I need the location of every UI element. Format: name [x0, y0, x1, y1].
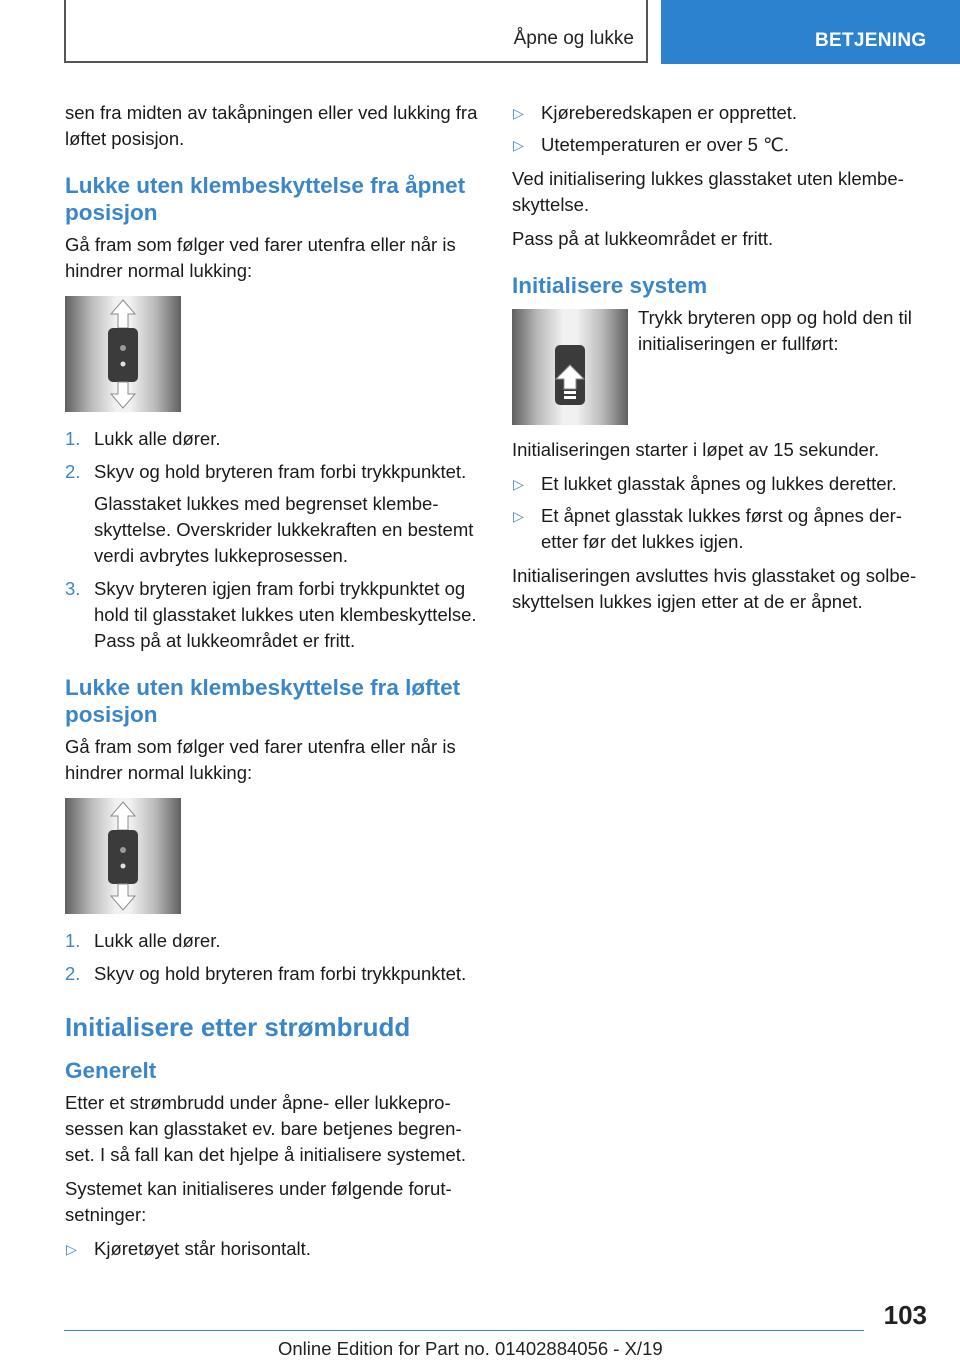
switch-push-forward-figure [65, 296, 181, 412]
intro-paragraph: sen fra midten av takåpningen eller ved lukking fra løftet posisjon. [65, 102, 478, 149]
init-end-paragraph: Initialiseringen avsluttes hvis glasstaket og solbeskyttelsen lukkes igjen etter at de er åpnet. [512, 565, 917, 612]
main-heading: Initialisere etter strømbrudd [65, 1012, 411, 1042]
header-section-title: Åpne og lukke [513, 28, 634, 49]
init-start-paragraph: Initialiseringen starter i løpet av 15 sekunder. [512, 439, 880, 460]
switch-push-forward-figure-2 [65, 798, 181, 914]
page-number: 103 [883, 1300, 927, 1330]
init-behaviour-list [512, 471, 927, 555]
list-item: 3. Skyv bryteren igjen fram forbi trykkpunktet og hold til glasstaket lukkes uten klembeskyttelse. Pass på at lukkeområdet er fritt. [65, 578, 477, 651]
section-paragraph: Gå fram som følger ved farer utenfra eller når is hindrer normal lukking: [65, 234, 456, 281]
list-item: ▷ Kjøreberedskapen er opprettet. [513, 102, 798, 123]
section-heading-open-position: Lukke uten klembeskyttelse fra åpnet posisjon [65, 173, 466, 225]
section-heading-general: Generelt [65, 1058, 157, 1083]
list-item: 2. Skyv og hold bryteren fram forbi trykkpunktet. [65, 963, 467, 984]
steps-list-open [65, 426, 480, 654]
general-paragraph-2: Systemet kan initialiseres under følgende forutsetninger: [65, 1178, 452, 1225]
switch-forward-illustration [65, 296, 181, 412]
section-heading-raised-position: Lukke uten klembeskyttelse fra løftet posisjon [65, 675, 461, 727]
init-paragraph-2: Pass på at lukkeområdet er fritt. [512, 228, 774, 249]
switch-push-up-figure [512, 309, 628, 425]
list-item: 2. Skyv og hold bryteren fram forbi trykkpunktet. Glasstaket lukkes med begrenset klembeskyttelse. Overskrider lukkekraften en bestemt verdi avbrytes lukkeprosessen. [65, 461, 474, 566]
left-column [65, 100, 480, 1270]
list-item: ▷ Utetemperaturen er over 5 ℃. [513, 134, 790, 155]
general-paragraph-1: Etter et strømbrudd under åpne- eller lukkeprosessen kan glasstaket ev. bare betjenes begrenset. I så fall kan det hjelpe å initialisere systemet. [65, 1092, 467, 1165]
section-paragraph: Gå fram som følger ved farer utenfra eller når is hindrer normal lukking: [65, 736, 456, 783]
switch-forward-illustration [65, 798, 181, 914]
conditions-list [65, 1236, 480, 1262]
right-column [512, 100, 927, 623]
conditions-list-continued [512, 100, 927, 158]
header-chapter-title: BETJENING [815, 30, 927, 51]
list-item: ▷ Et åpnet glasstak lukkes først og åpnes deretter før det lukkes igjen. [513, 505, 902, 552]
steps-list-raised [65, 928, 480, 987]
init-figure-text: Trykk bryteren opp og hold den til initialiseringen er fullført: [638, 307, 912, 354]
list-item: 1. Lukk alle dører. [65, 930, 221, 951]
list-item: 1. Lukk alle dører. [65, 428, 221, 449]
init-paragraph-1: Ved initialisering lukkes glasstaket uten klembeskyttelse. [512, 168, 904, 215]
list-item: ▷ Et lukket glasstak åpnes og lukkes deretter. [513, 473, 897, 494]
edition-note: Online Edition for Part no. 01402884056 - X/19 [278, 1338, 663, 1359]
footer-divider [64, 1330, 864, 1331]
list-item: ▷ Kjøretøyet står horisontalt. [66, 1238, 311, 1259]
switch-up-illustration [512, 309, 628, 425]
section-heading-init-system: Initialisere system [512, 273, 708, 298]
